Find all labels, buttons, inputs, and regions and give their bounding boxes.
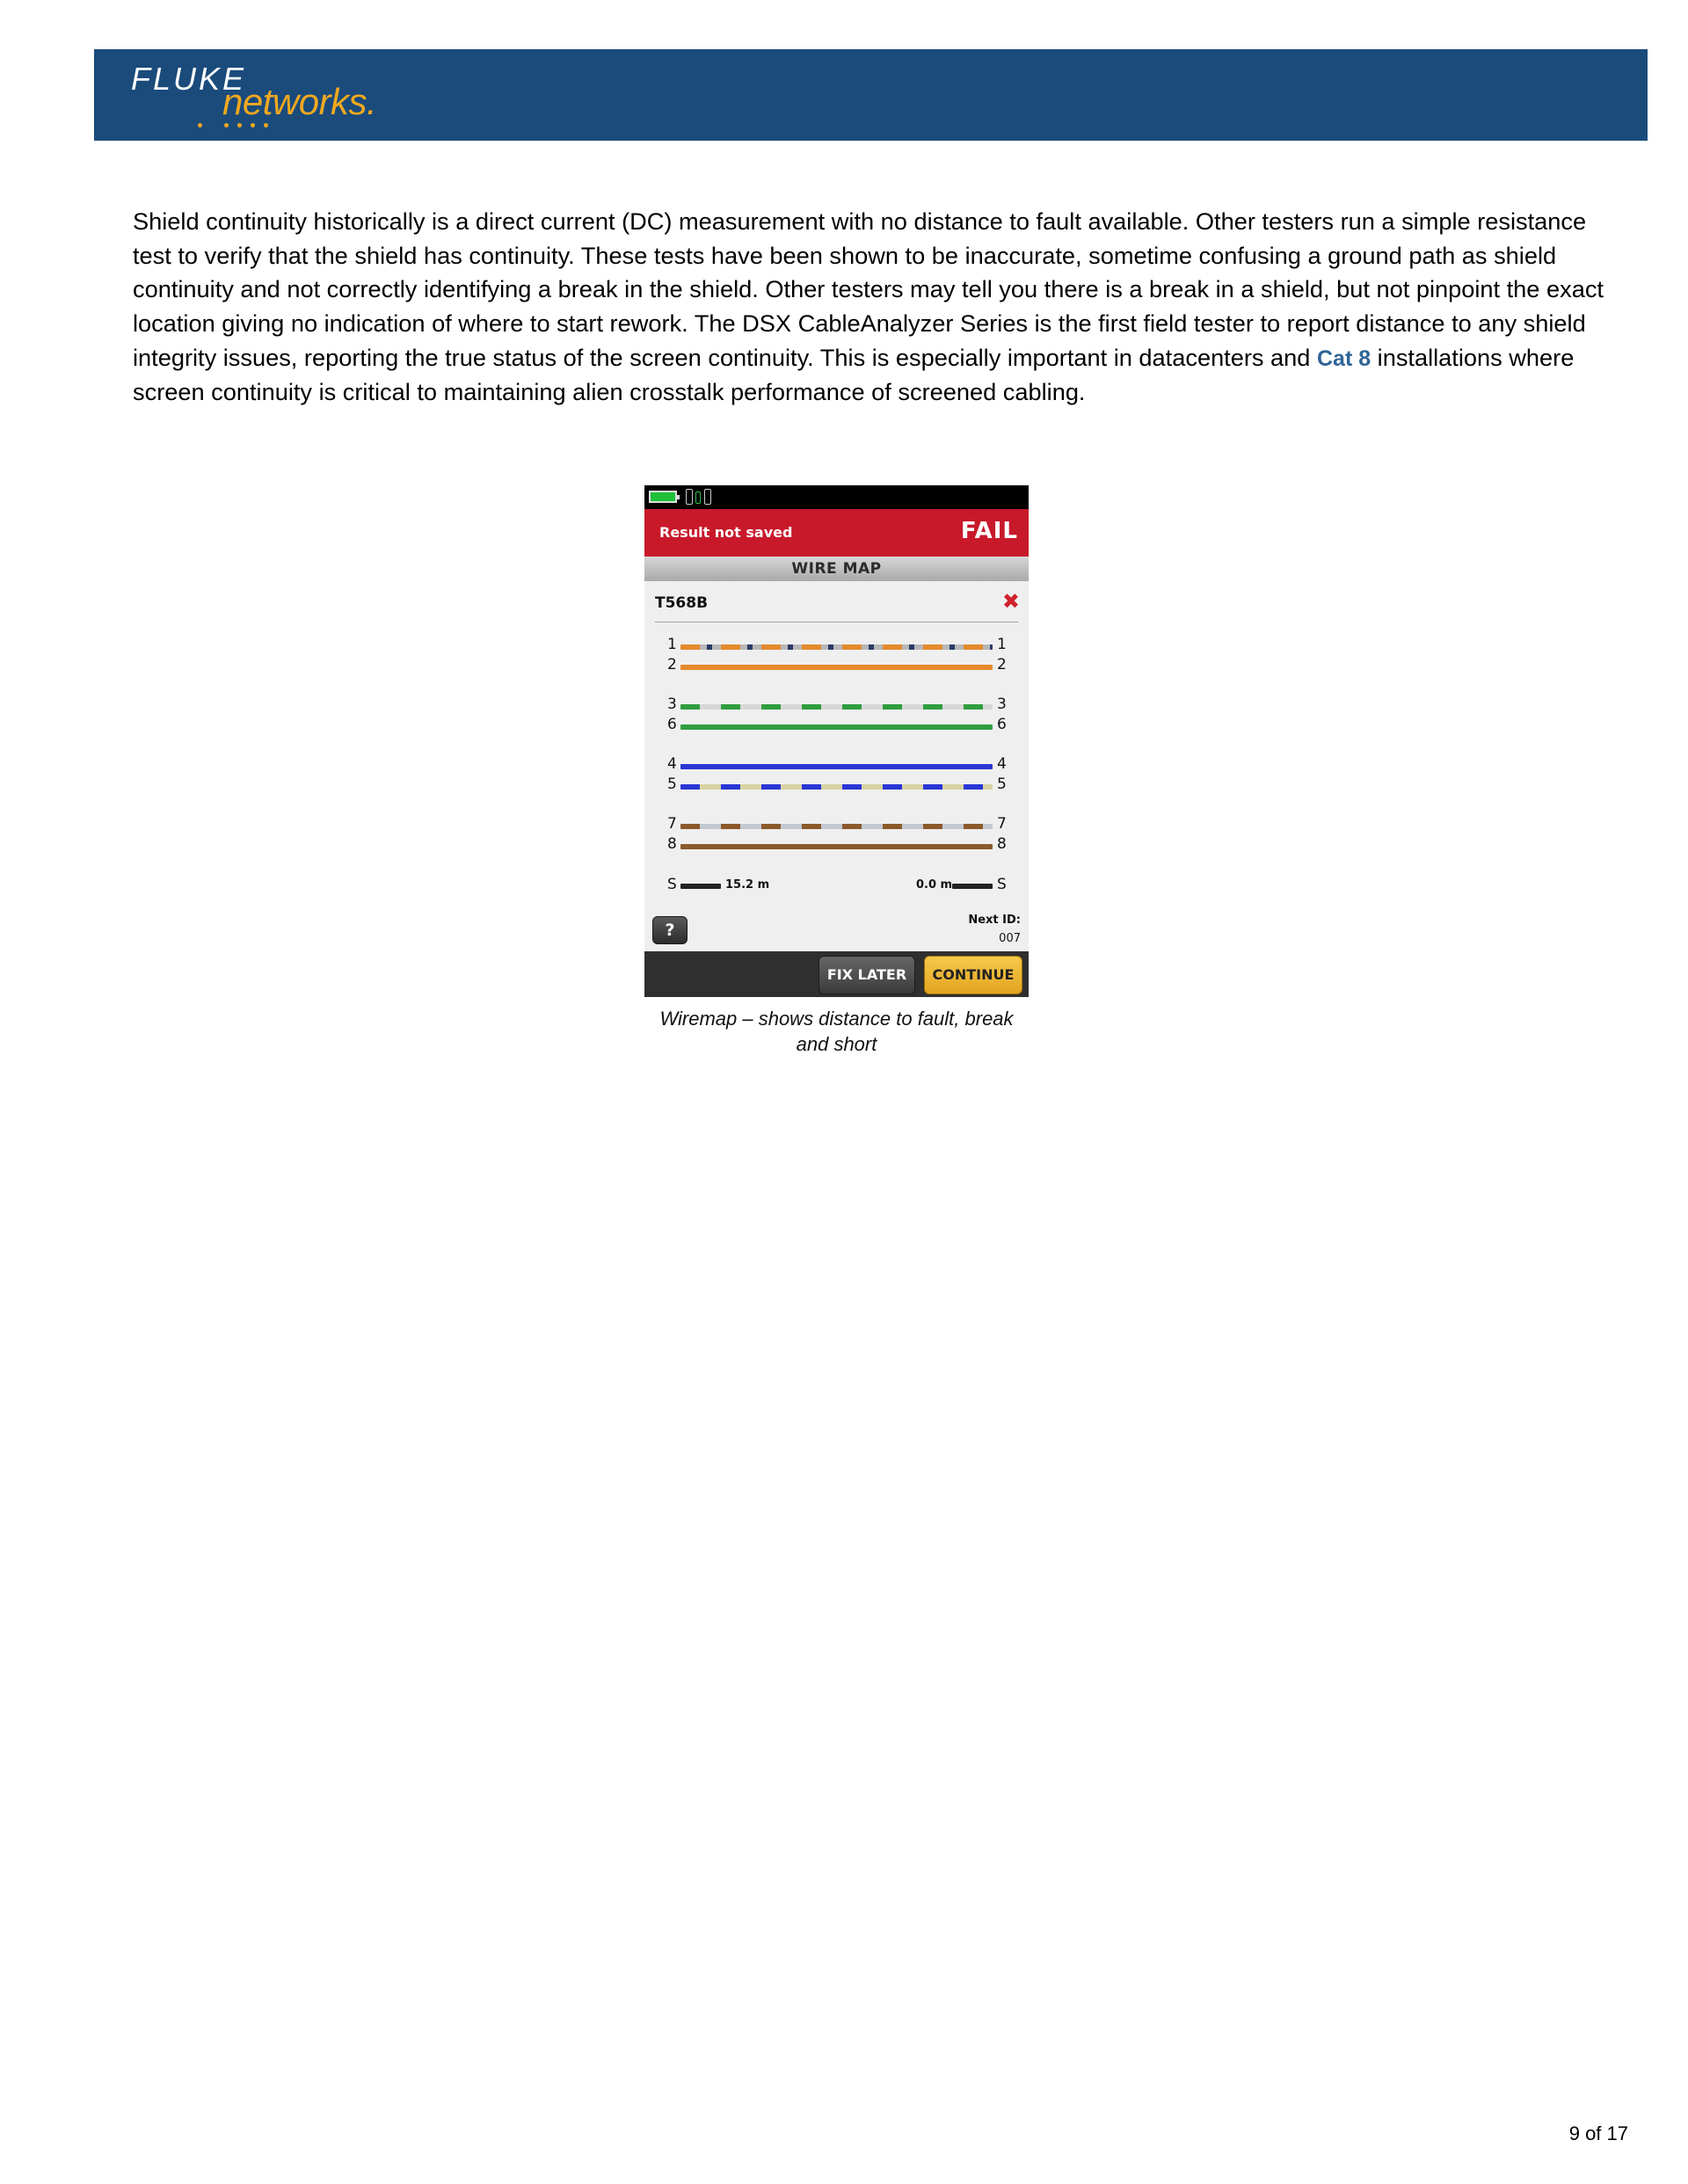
body-paragraph [133, 205, 1610, 410]
pin-label-left-1: 1 [667, 636, 677, 653]
header-banner [94, 49, 1648, 141]
help-button[interactable]: ? [652, 916, 688, 944]
standard-label: T568B [655, 594, 709, 612]
pin-label-right-8: 8 [997, 835, 1007, 853]
pin-label-right-5: 5 [997, 775, 1007, 793]
wire-pin-3 [680, 704, 993, 710]
pin-label-right-6: 6 [997, 716, 1007, 733]
pin-label-right-3: 3 [997, 695, 1007, 713]
next-id-value: 007 [999, 932, 1021, 945]
pin-label-left-4: 4 [667, 755, 677, 773]
pin-label-right-4: 4 [997, 755, 1007, 773]
device-status-bar [644, 485, 1029, 509]
figure-caption: Wiremap – shows distance to fault, break and short [659, 1008, 1014, 1055]
link-status-icon [695, 491, 701, 504]
pin-label-left-3: 3 [667, 695, 677, 713]
remote-unit-icon [704, 489, 711, 505]
wire-pin-2 [680, 665, 993, 670]
pin-label-left-8: 8 [667, 835, 677, 853]
pin-label-right-7: 7 [997, 815, 1007, 833]
shield-wire-left [680, 884, 721, 889]
x-mark-icon: ✖ [1001, 589, 1020, 614]
paragraph-text-end: installations where screen continuity is critical to maintaining alien crosstalk performance of screened cabling. [133, 343, 1575, 406]
pin-label-right-1: 1 [997, 636, 1007, 653]
continue-button[interactable]: CONTINUE [924, 956, 1022, 994]
wire-pin-1 [680, 644, 993, 650]
paragraph-text: Shield continuity historically is a direct current (DC) measurement with no distance to fault available. Other testers run a simple resistance test to verify that the shield has continuity. These tests have been shown to be inaccurate, sometime confusing a ground path as shield continuity and not correctly identifying a break in the shield. Other testers may tell you there is a break in a shield, but not pinpoint the exact location giving no indication of where to start rework. The DSX CableAnalyzer Series is the first field tester to report distance to any shield integrity issues, reporting the true status of the screen continuity. This is especially important in datacenters and [133, 207, 1604, 371]
main-unit-icon [686, 489, 693, 505]
logo-networks-text: networks. [222, 81, 377, 122]
battery-icon [649, 491, 677, 503]
wire-pin-6 [680, 724, 993, 730]
device-button-bar [644, 951, 1029, 997]
shield-distance-left: 15.2 m [725, 878, 770, 892]
fluke-networks-logo [131, 60, 412, 132]
logo-fluke-text: FLUKE [131, 61, 247, 97]
next-id [968, 911, 1021, 948]
wire-pin-7 [680, 824, 993, 829]
pin-label-left-6: 6 [667, 716, 677, 733]
shield-label-right: S [997, 876, 1007, 893]
cat8-link[interactable]: Cat 8 [1316, 346, 1372, 371]
pin-label-right-2: 2 [997, 656, 1007, 673]
pin-label-left-5: 5 [667, 775, 677, 793]
next-id-label: Next ID: [968, 914, 1021, 927]
wiremap-screenshot [644, 485, 1029, 997]
result-not-saved-label: Result not saved [659, 524, 793, 541]
page-number: 9 of 17 [1568, 2122, 1628, 2144]
shield-wire-right [952, 884, 993, 889]
fail-status: FAIL [960, 518, 1018, 544]
shield-label-left: S [667, 876, 677, 893]
pin-label-left-2: 2 [667, 656, 677, 673]
wire-pin-5 [680, 784, 993, 790]
result-bar [644, 509, 1029, 557]
shield-distance-right: 0.0 m [916, 878, 953, 892]
wire-pin-8 [680, 844, 993, 849]
pin-label-left-7: 7 [667, 815, 677, 833]
fix-later-button[interactable]: FIX LATER [819, 956, 915, 994]
wiremap-title: WIRE MAP [644, 557, 1029, 581]
wire-pin-4 [680, 764, 993, 769]
